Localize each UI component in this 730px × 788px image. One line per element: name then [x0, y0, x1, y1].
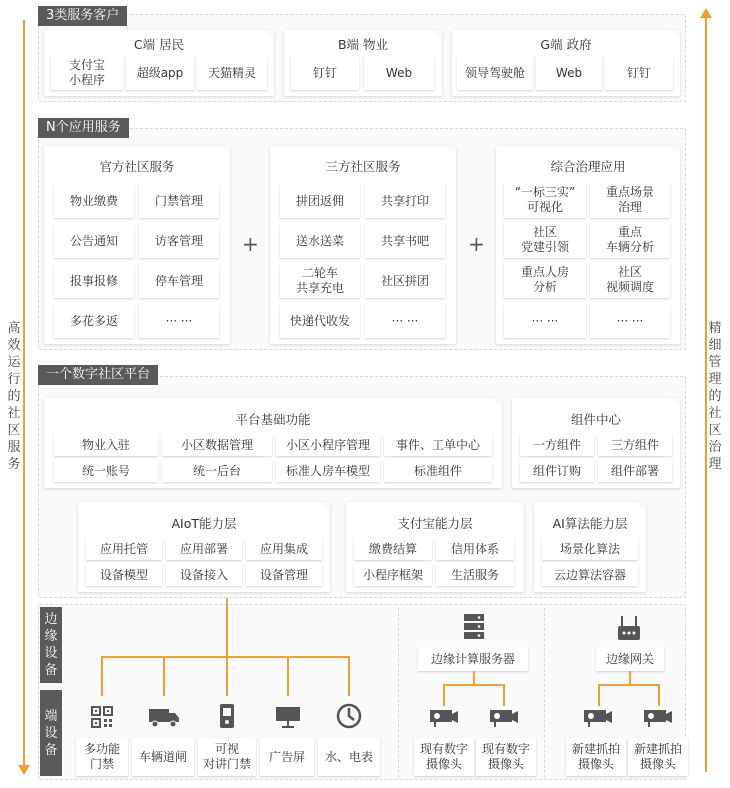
aiot-item-1: 应用托管: [86, 538, 162, 560]
third-item-3: 送水送菜: [280, 224, 360, 258]
connector-leg-5: [348, 656, 350, 696]
aiot-item-3: 应用集成: [246, 538, 322, 560]
third-party-service-card: [270, 146, 456, 344]
third-title: 三方社区服务: [325, 159, 401, 174]
alipay-item-4: 生活服务: [436, 564, 514, 586]
edge-device-tag: 边缘设备: [40, 607, 62, 683]
gateway-leg-2: [658, 684, 660, 706]
camera-icon: [582, 706, 614, 728]
ai-layer-card: [534, 502, 646, 592]
gov-item-1: “一标三实” 可视化: [504, 182, 586, 218]
billboard-icon: [274, 705, 302, 729]
server-connector: [473, 671, 475, 685]
alipay-item-1: 缴费结算: [354, 538, 432, 560]
basic-item-1: 物业入驻: [54, 434, 158, 456]
c-item-1: 支付宝 小程序: [51, 56, 123, 90]
gov-item-6: 社区 视频调度: [590, 262, 670, 298]
third-item-6: 社区拼团: [365, 264, 445, 298]
component-item-1: 一方组件: [520, 434, 594, 456]
b-end-title: B端 物业: [337, 37, 389, 52]
left-arrow-head: [18, 765, 30, 775]
group-divider-2: [544, 608, 545, 778]
camera-icon: [642, 706, 674, 728]
c-item-3: 天猫精灵: [197, 56, 267, 90]
official-item-1: 物业缴费: [54, 184, 134, 218]
c-end-title: C端 居民: [133, 37, 185, 52]
camera-icon: [428, 706, 460, 728]
device-label-3: 可视 对讲门禁: [198, 738, 256, 776]
connector-leg-2: [163, 656, 165, 696]
gateway-connector: [629, 671, 631, 685]
ai-item-2: 云边算法容器: [542, 564, 638, 586]
ai-title: AI算法能力层: [552, 516, 628, 531]
g-end-title: G端 政府: [540, 37, 592, 52]
third-item-1: 拼团返佣: [280, 184, 360, 218]
truck-icon: [148, 705, 180, 729]
platform-tag: 一个数字社区平台: [38, 365, 158, 385]
qr-code-icon: [90, 705, 114, 729]
connector-trunk: [226, 598, 228, 656]
aiot-item-2: 应用部署: [166, 538, 242, 560]
g-end-card: [452, 30, 680, 96]
official-item-5: 报事报修: [54, 264, 134, 298]
plus-sign-1: +: [242, 232, 259, 256]
official-item-2: 门禁管理: [139, 184, 219, 218]
official-item-8: ··· ···: [139, 304, 219, 338]
gov-item-3: 社区 党建引领: [504, 222, 586, 258]
gov-title: 综合治理应用: [550, 159, 626, 174]
gov-item-5: 重点人房 分析: [504, 262, 586, 298]
connector-leg-3: [226, 656, 228, 696]
c-end-card: [44, 30, 274, 96]
basic-title: 平台基础功能: [235, 412, 311, 427]
aiot-item-5: 设备接入: [166, 564, 242, 586]
existing-camera-label-2: 现有数字 摄像头: [476, 738, 536, 776]
camera-icon: [488, 706, 520, 728]
server-leg-2: [503, 684, 505, 706]
group-divider-1: [398, 608, 399, 778]
ai-item-1: 场景化算法: [542, 538, 638, 560]
platform-basic-card: [44, 398, 502, 488]
server-icon: [462, 612, 486, 642]
meter-icon: [336, 703, 362, 729]
device-label-4: 广告屏: [260, 738, 314, 776]
governance-app-card: [496, 146, 680, 344]
alipay-title: 支付宝能力层: [397, 516, 473, 531]
aiot-title: AIoT能力层: [171, 516, 237, 531]
left-axis-label: 高效运行的社区服务: [7, 321, 21, 472]
third-item-2: 共享打印: [365, 184, 445, 218]
b-item-2: Web: [364, 56, 434, 90]
basic-item-3: 小区小程序管理: [276, 434, 380, 456]
basic-item-8: 标准组件: [384, 460, 492, 482]
components-title: 组件中心: [570, 412, 621, 427]
official-item-3: 公告通知: [54, 224, 134, 258]
end-device-tag: 端设备: [40, 690, 62, 776]
device-label-5: 水、电表: [318, 738, 380, 776]
intercom-icon: [216, 702, 238, 730]
official-title: 官方社区服务: [99, 159, 175, 174]
component-item-4: 组件部署: [598, 460, 672, 482]
connector-leg-1: [101, 656, 103, 696]
device-label-2: 车辆道闸: [132, 738, 194, 776]
plus-sign-2: +: [468, 232, 485, 256]
g-item-2: Web: [536, 56, 602, 90]
left-axis-arrow: [23, 20, 25, 772]
component-center-card: [512, 398, 680, 488]
existing-camera-label-1: 现有数字 摄像头: [414, 738, 474, 776]
gateway-branch: [598, 684, 660, 686]
basic-item-5: 统一账号: [54, 460, 158, 482]
official-item-6: 停车管理: [139, 264, 219, 298]
device-label-1: 多功能 门禁: [76, 738, 128, 776]
edge-server-label: 边缘计算服务器: [418, 647, 528, 671]
g-item-1: 领导驾驶舱: [457, 56, 533, 90]
server-branch: [443, 684, 505, 686]
alipay-item-2: 信用体系: [436, 538, 514, 560]
c-item-2: 超级app: [126, 56, 194, 90]
gov-item-8: ··· ···: [590, 304, 670, 338]
b-item-1: 钉钉: [291, 56, 359, 90]
g-item-3: 钉钉: [605, 56, 673, 90]
right-arrow-head: [700, 8, 712, 18]
connector-leg-4: [287, 656, 289, 696]
official-service-card: [44, 146, 230, 344]
basic-item-7: 标准人房车模型: [276, 460, 380, 482]
edge-gateway-label: 边缘网关: [596, 647, 664, 671]
right-axis-label: 精细管理的社区治理: [708, 321, 722, 472]
alipay-layer-card: [346, 502, 524, 592]
new-camera-label-1: 新建抓拍 摄像头: [566, 738, 626, 776]
aiot-layer-card: [78, 502, 330, 592]
gov-item-4: 重点 车辆分析: [590, 222, 670, 258]
alipay-item-3: 小程序框架: [354, 564, 432, 586]
aiot-item-4: 设备模型: [86, 564, 162, 586]
apps-tag: N个应用服务: [38, 118, 129, 138]
component-item-3: 组件订购: [520, 460, 594, 482]
component-item-2: 三方组件: [598, 434, 672, 456]
basic-item-6: 统一后台: [162, 460, 272, 482]
official-item-4: 访客管理: [139, 224, 219, 258]
b-end-card: [284, 30, 442, 96]
server-leg-1: [443, 684, 445, 706]
aiot-item-6: 设备管理: [246, 564, 322, 586]
gov-item-7: ··· ···: [504, 304, 586, 338]
basic-item-2: 小区数据管理: [162, 434, 272, 456]
third-item-7: 快递代收发: [280, 304, 360, 338]
third-item-5: 二轮车 共享充电: [280, 264, 360, 298]
gov-item-2: 重点场景 治理: [590, 182, 670, 218]
clients-tag: 3类服务客户: [38, 6, 127, 26]
gateway-leg-1: [598, 684, 600, 706]
new-camera-label-2: 新建抓拍 摄像头: [628, 738, 688, 776]
third-item-8: ··· ···: [365, 304, 445, 338]
official-item-7: 多花多返: [54, 304, 134, 338]
gateway-icon: [616, 614, 642, 642]
third-item-4: 共享书吧: [365, 224, 445, 258]
basic-item-4: 事件、工单中心: [384, 434, 492, 456]
